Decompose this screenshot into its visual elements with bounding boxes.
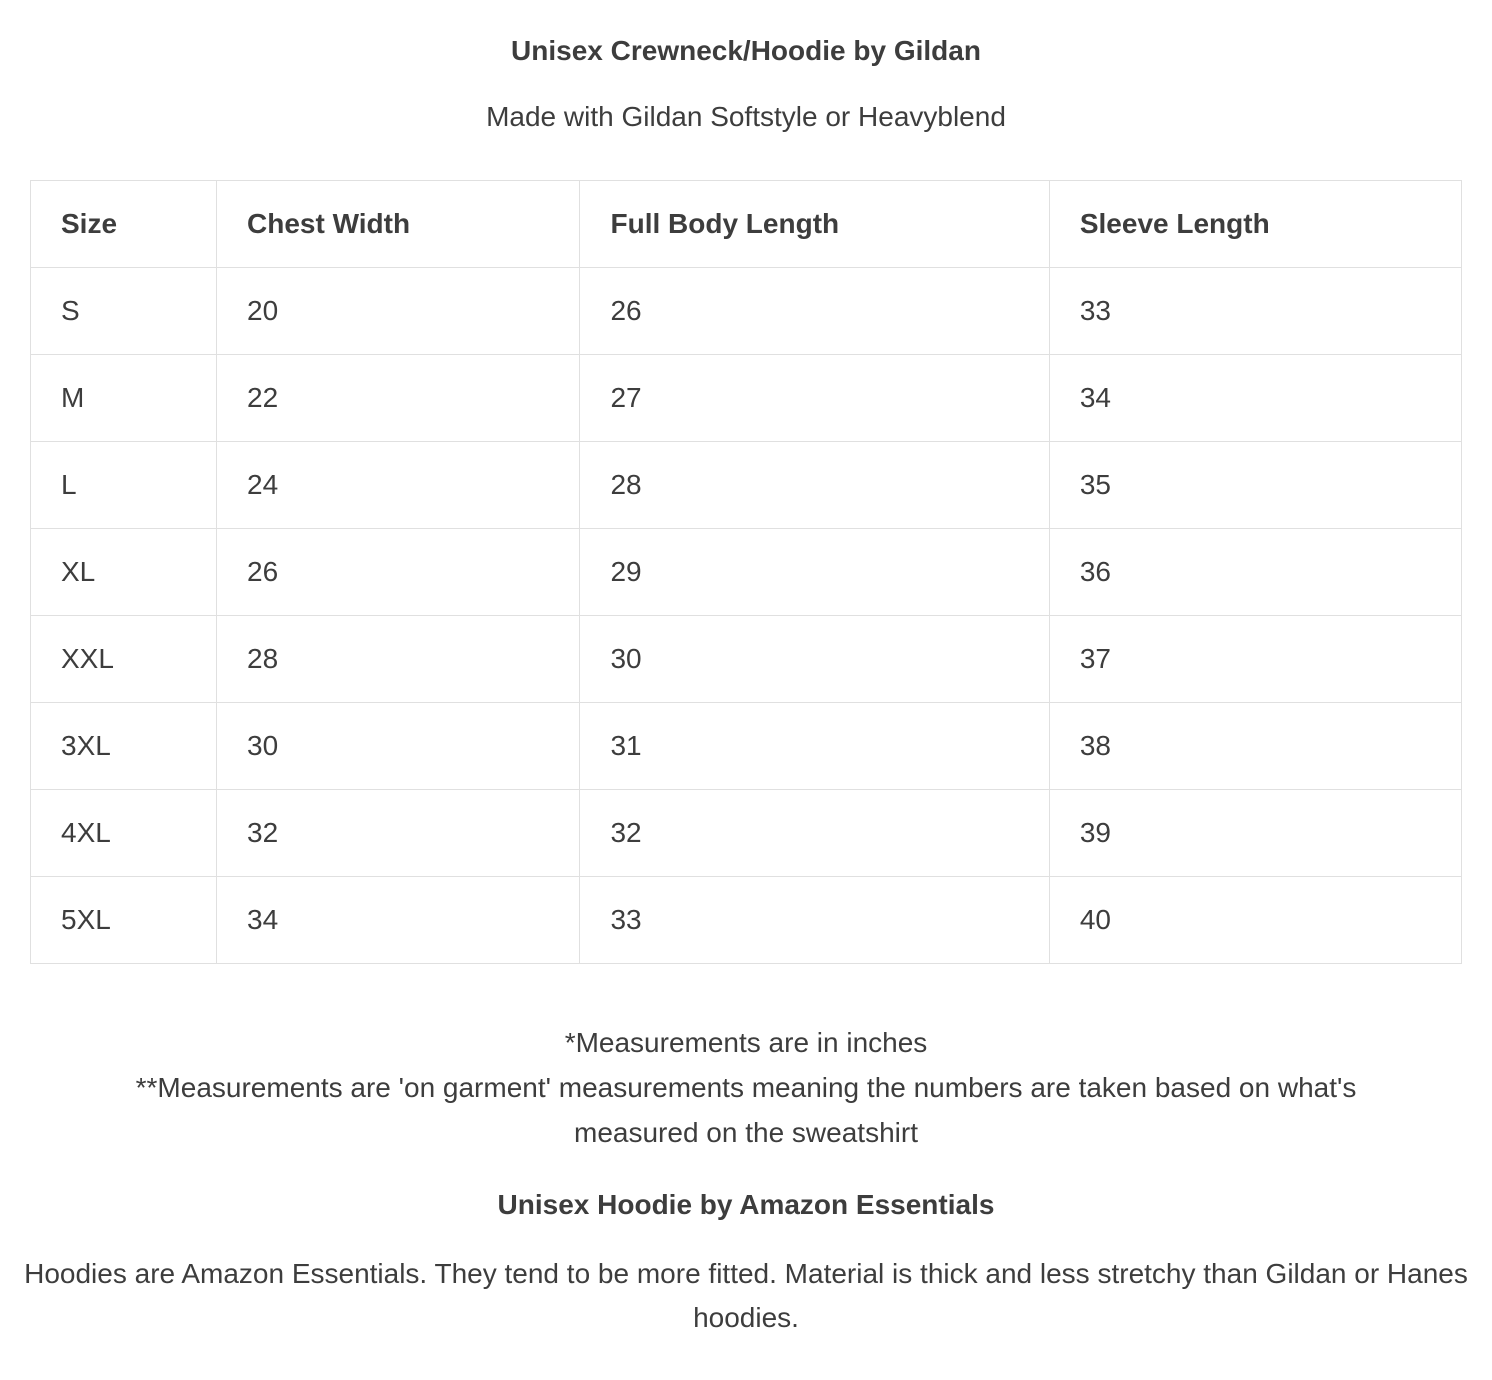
measurement-cell: 32: [217, 790, 580, 877]
table-row: [31, 877, 1462, 964]
measurement-cell: 28: [217, 616, 580, 703]
measurement-cell: 34: [217, 877, 580, 964]
table-row: [31, 355, 1462, 442]
page-title: Unisex Crewneck/Hoodie by Gildan: [511, 35, 981, 66]
column-header: Sleeve Length: [1049, 181, 1461, 268]
size-cell: M: [31, 355, 217, 442]
measurement-cell: 26: [217, 529, 580, 616]
measurement-cell: 34: [1049, 355, 1461, 442]
note-on-garment: **Measurements are 'on garment' measurements meaning the numbers are taken based on what's measured on the sweatshirt: [135, 1072, 1357, 1148]
size-cell: L: [31, 442, 217, 529]
table-row: [31, 616, 1462, 703]
table-row: [31, 790, 1462, 877]
column-header: Full Body Length: [580, 181, 1049, 268]
measurement-cell: 31: [580, 703, 1049, 790]
size-cell: S: [31, 268, 217, 355]
measurement-cell: 40: [1049, 877, 1461, 964]
measurement-cell: 36: [1049, 529, 1461, 616]
measurement-cell: 24: [217, 442, 580, 529]
measurement-cell: 29: [580, 529, 1049, 616]
measurement-cell: 26: [580, 268, 1049, 355]
column-header: Size: [31, 181, 217, 268]
measurement-cell: 20: [217, 268, 580, 355]
table-row: [31, 268, 1462, 355]
note-units: *Measurements are in inches: [564, 1027, 928, 1058]
section2-title: Unisex Hoodie by Amazon Essentials: [497, 1189, 995, 1220]
measurement-cell: 35: [1049, 442, 1461, 529]
measurement-cell: 30: [217, 703, 580, 790]
measurement-cell: 38: [1049, 703, 1461, 790]
page-subtitle: Made with Gildan Softstyle or Heavyblend: [486, 101, 1006, 132]
size-chart-table: [30, 180, 1462, 964]
measurement-cell: 28: [580, 442, 1049, 529]
measurement-notes: [76, 1020, 1416, 1155]
measurement-cell: 27: [580, 355, 1049, 442]
measurement-cell: 32: [580, 790, 1049, 877]
measurement-cell: 33: [1049, 268, 1461, 355]
measurement-cell: 22: [217, 355, 580, 442]
column-header: Chest Width: [217, 181, 580, 268]
table-row: [31, 529, 1462, 616]
size-cell: 4XL: [31, 790, 217, 877]
measurement-cell: 33: [580, 877, 1049, 964]
table-row: [31, 703, 1462, 790]
measurement-cell: 30: [580, 616, 1049, 703]
table-header-row: [31, 181, 1462, 268]
table-row: [31, 442, 1462, 529]
section2-body: Hoodies are Amazon Essentials. They tend to be more fitted. Material is thick and less stretchy than Gildan or Hanes hoodies.: [24, 1258, 1468, 1333]
measurement-cell: 37: [1049, 616, 1461, 703]
size-cell: 5XL: [31, 877, 217, 964]
size-cell: 3XL: [31, 703, 217, 790]
measurement-cell: 39: [1049, 790, 1461, 877]
size-cell: XXL: [31, 616, 217, 703]
size-cell: XL: [31, 529, 217, 616]
